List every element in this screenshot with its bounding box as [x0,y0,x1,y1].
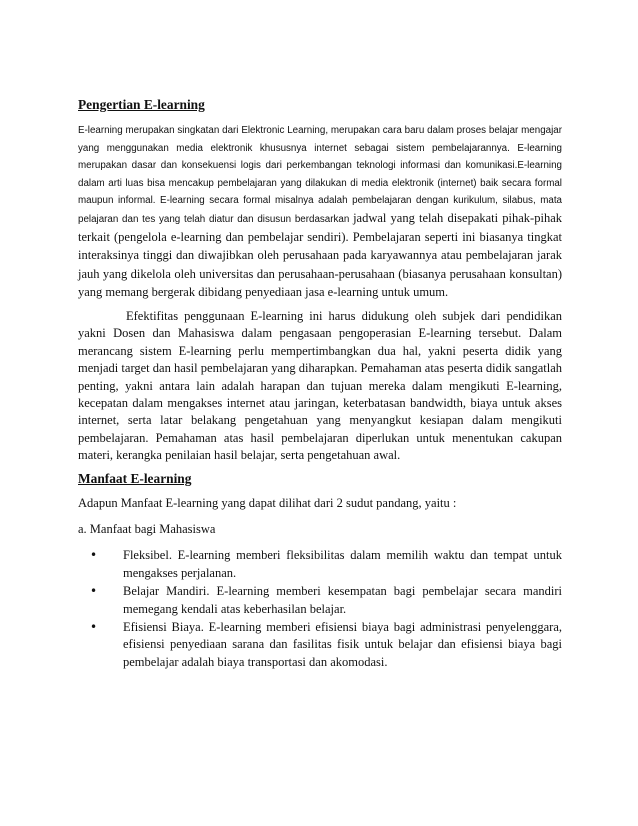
benefit-list [78,547,562,671]
paragraph-manfaat-intro: Adapun Manfaat E-learning yang dapat dilihat dari 2 sudut pandang, yaitu : [78,495,457,510]
section-heading-manfaat: Manfaat E-learning [78,470,192,486]
document-body [78,96,562,672]
paragraph-effectiveness: Efektifitas penggunaan E-learning ini harus didukung oleh subjek dari pendidikan yakni Dosen dan Mahasiswa dalam pengasaan pengoperasian E-learning tersebut. Dalam merancang sistem E-learning perlu mempertimbangkan dua hal, yakni peserta didik yang menjadi target dan hasil pembelajaran yang diharapkan. Pemahaman atas peserta didik sangatlah penting, yakni antara lain adalah harapan dan tujuan mereka dalam mengikuti E-learning, kecepatan dalam mengakses internet atau jaringan, keterbatasan bandwidth, biaya untuk akses internet, serta latar belakang pengetahuan yang menyangkut kesiapan dalam mengikuti pembelajaran. Pemahaman atas hasil pembelajaran diperlukan untuk menentukan cakupan materi, kerangka penilaian hasil belajar, serta pengetahuan awal. [78,308,562,463]
subheading-manfaat-mahasiswa: a. Manfaat bagi Mahasiswa [78,522,216,536]
list-item-text: Fleksibel. E-learning memberi fleksibilitas dalam memilih waktu dan tempat untuk mengakses perjalanan. [123,548,562,580]
list-item [90,619,562,671]
paragraph-definition-serif-part: jadwal yang telah disepakati pihak-pihak terkait (pengelola e-learning dan pembelajar sendiri). Pembelajaran seperti ini biasanya tingkat interaksinya tinggi dan diwajibkan oleh perusahaan pada karyawannya atau pembelajaran jarak jauh yang dikelola oleh universitas dan perusahaan-perusahaan (biasanya perusahaan konsultan) yang memang bergerak dibidang penyediaan jasa e-learning untuk umum. [78,210,562,300]
paragraph-definition-sans-part: E-learning merupakan singkatan dari Elektronic Learning, merupakan cara baru dalam proses belajar mengajar yang menggunakan media elektronik khususnya internet sebagai sistem pembelajarannya. E-learning merupakan dasar dan konsekuensi logis dari perkembangan teknologi informasi dan komunikasi.E-learning dalam arti luas bisa mencakup pembelajaran yang dilakukan di media elektronik (internet) baik secara formal maupun informal. E-learning secara formal misalnya adalah pembelajaran dengan kurikulum, silabus, mata pelajaran dan tes yang telah diatur dan disusun berdasarkan [78,125,562,225]
list-item-text: Belajar Mandiri. E-learning memberi kesempatan bagi pembelajar secara mandiri memegang kendali atas keberhasilan belajar. [123,584,562,616]
section-heading-pengertian: Pengertian E-learning [78,97,205,112]
list-item-text: Efisiensi Biaya. E-learning memberi efisiensi biaya bagi administrasi penyelenggara, efisiensi penyediaan sarana dan fasilitas fisik untuk belajar dan efisiensi biaya bagi pembelajar adalah biaya transportasi dan akomodasi. [123,620,562,669]
bullet-icon: • [90,620,98,635]
list-item [90,583,562,618]
paragraph-definition [78,122,562,303]
list-item [90,547,562,582]
bullet-icon: • [90,584,98,599]
bullet-icon: • [90,548,98,563]
